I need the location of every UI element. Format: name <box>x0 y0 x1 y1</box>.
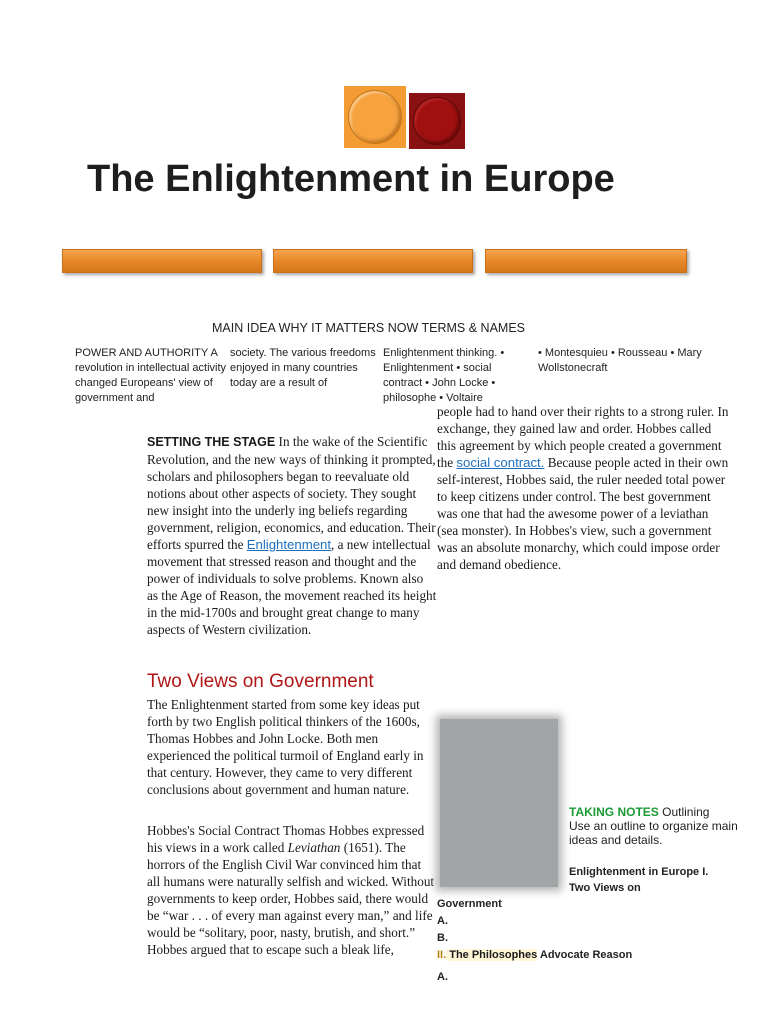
enlightenment-link[interactable]: Enlightenment <box>246 537 332 552</box>
outline-item-ii <box>437 949 632 961</box>
why-it-matters-text: society. The various freedoms enjoyed in many countries today are a result of <box>230 347 376 389</box>
setting-the-stage-text-2: , a new intellectual movement that stressed reason and thought and the power of individuals to solve problems. Known also as the Age of Reason, the movement reached its height in the mid-1700s and brought great change to many aspects of Western civilization. <box>147 537 437 637</box>
setting-the-stage-text-1: In the wake of the Scientific Revolution, and the new ways of thinking it prompted, scholars and philosophers began to reevaluate old notions about other aspects of society. They sought new insight into the underly ing beliefs regarding government, religion, economics, and education. Their efforts spurred the <box>147 434 436 552</box>
terms-names-text-1: Enlightenment thinking. • Enlightenment • social contract • John Locke • philosophe • Voltaire <box>383 347 505 404</box>
decorative-bar-2 <box>273 249 473 273</box>
terms-names-text-2: • Montesquieu • Rousseau • Mary Wollstonecraft <box>538 347 702 374</box>
setting-the-stage-lead: SETTING THE STAGE <box>147 435 276 449</box>
hobbes-text-1: Hobbes's Social Contract Thomas Hobbes expressed his views in a work called <box>147 823 425 855</box>
outline-title-line-1: Enlightenment in Europe I. <box>569 866 709 878</box>
outline-item-a1: A. <box>437 915 448 927</box>
red-circle-icon <box>409 93 465 149</box>
decorative-bar-3 <box>485 249 687 273</box>
outline-ii-rest: Advocate Reason <box>537 949 633 961</box>
social-contract-paragraph <box>437 403 729 573</box>
leviathan-title: Leviathan <box>287 840 341 855</box>
taking-notes-label: TAKING NOTES <box>569 805 659 819</box>
outline-title-line-2: Two Views on <box>569 882 641 894</box>
social-contract-link[interactable]: social contract. <box>456 455 545 470</box>
section-subheader: MAIN IDEA WHY IT MATTERS NOW TERMS & NAMES <box>212 321 525 335</box>
decorative-bar-1 <box>62 249 262 273</box>
hobbes-text-2: (1651). The horrors of the English Civil War convinced him that all humans were naturally selfish and wicked. Without governments to keep order, Hobbes said, there would be “war . . . of every man against every man,” and life would be “solitary, poor, nasty, brutish, and short.” Hobbes argued that to escape such a bleak life, <box>147 840 435 957</box>
orange-circle-icon <box>344 86 406 148</box>
outline-ii-number: II. <box>437 949 447 961</box>
social-contract-text-2: Because people acted in their own self-interest, Hobbes said, the ruler needed total power to keep citizens under control. The best government was one that had the awesome power of a leviathan (sea monster). In Hobbes's view, such a government was an absolute monarchy, which could impose order and demand obedience. <box>437 455 729 572</box>
taking-notes-box <box>569 805 739 847</box>
hobbes-paragraph <box>147 822 437 958</box>
page-title: The Enlightenment in Europe <box>87 158 615 200</box>
outline-item-b1: B. <box>437 932 448 944</box>
outline-ii-highlight: The Philosophes <box>446 949 538 961</box>
outline-item-a2: A. <box>437 971 448 983</box>
taking-notes-text-2: Use an outline to organize main ideas and details. <box>569 819 738 847</box>
taking-notes-text-1: Outlining <box>658 805 710 819</box>
image-placeholder <box>440 719 558 887</box>
main-idea-text: POWER AND AUTHORITY A revolution in intellectual activity changed Europeans' view of government and <box>75 347 227 404</box>
social-contract-text-1: people had to hand over their rights to a strong ruler. In exchange, they gained law and order. Hobbes called this agreement by which people created a government the <box>437 404 729 470</box>
setting-the-stage-paragraph <box>147 433 437 638</box>
outline-title-line-3: Government <box>437 898 502 910</box>
two-views-intro-paragraph: The Enlightenment started from some key ideas put forth by two English political thinkers of the 1600s, Thomas Hobbes and John Locke. Both men experienced the political turmoil of England early in that century. However, they came to very different conclusions about government and human nature. <box>147 697 424 797</box>
section-heading: Two Views on Government <box>147 671 374 692</box>
